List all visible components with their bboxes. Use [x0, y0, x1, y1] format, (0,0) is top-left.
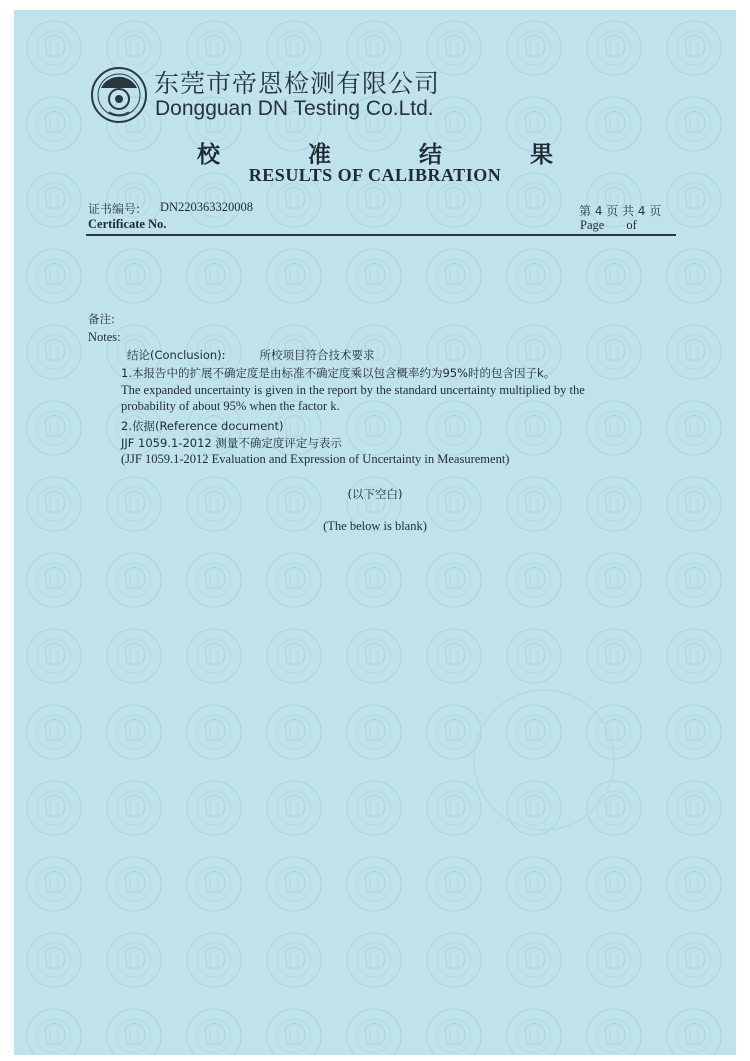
conclusion-line	[127, 347, 375, 363]
certificate-number-label-en: Certificate No.	[88, 217, 167, 231]
note-1-en-line-1: The expanded uncertainty is given in the report by the standard uncertainty multiplied by the	[121, 383, 585, 397]
notes-label-cn: 备注:	[88, 312, 115, 326]
note-1-en-line-2: probability of about 95% when the factor k.	[121, 399, 340, 413]
blank-marker-en: (The below is blank)	[323, 519, 427, 533]
certificate-page	[14, 10, 736, 1055]
certificate-number: DN220363320008	[160, 200, 254, 214]
document-title-en: RESULTS OF CALIBRATION	[248, 165, 502, 185]
of-label: of	[626, 218, 637, 232]
note-2-standard-en: (JJF 1059.1-2012 Evaluation and Expression of Uncertainty in Measurement)	[121, 452, 510, 466]
note-2-reference-heading: 2.依据(Reference document)	[121, 419, 284, 433]
certificate-number-label-cn: 证书编号:	[88, 202, 141, 216]
blank-marker-cn: (以下空白)	[347, 487, 403, 501]
document-title-cn: 校 准 结 果	[196, 141, 594, 168]
notes-label-en: Notes:	[88, 330, 121, 344]
page-indicator-en	[580, 218, 637, 233]
page-label: Page	[580, 218, 605, 232]
company-name-cn: 东莞市帝恩检测有限公司	[154, 69, 441, 98]
dn-testing-seal-icon	[90, 66, 148, 124]
note-2-standard-cn: JJF 1059.1-2012 测量不确定度评定与表示	[121, 436, 342, 450]
header-divider	[86, 234, 676, 236]
conclusion-label: 结论(Conclusion):	[127, 348, 226, 362]
company-name-en: Dongguan DN Testing Co.Ltd.	[155, 97, 434, 120]
conclusion-value: 所校项目符合技术要求	[259, 348, 375, 362]
page-indicator-cn: 第 4 页 共 4 页	[579, 204, 662, 218]
note-1-cn: 1.本报告中的扩展不确定度是由标准不确定度乘以包含概率约为95%时的包含因子k。	[121, 366, 556, 380]
